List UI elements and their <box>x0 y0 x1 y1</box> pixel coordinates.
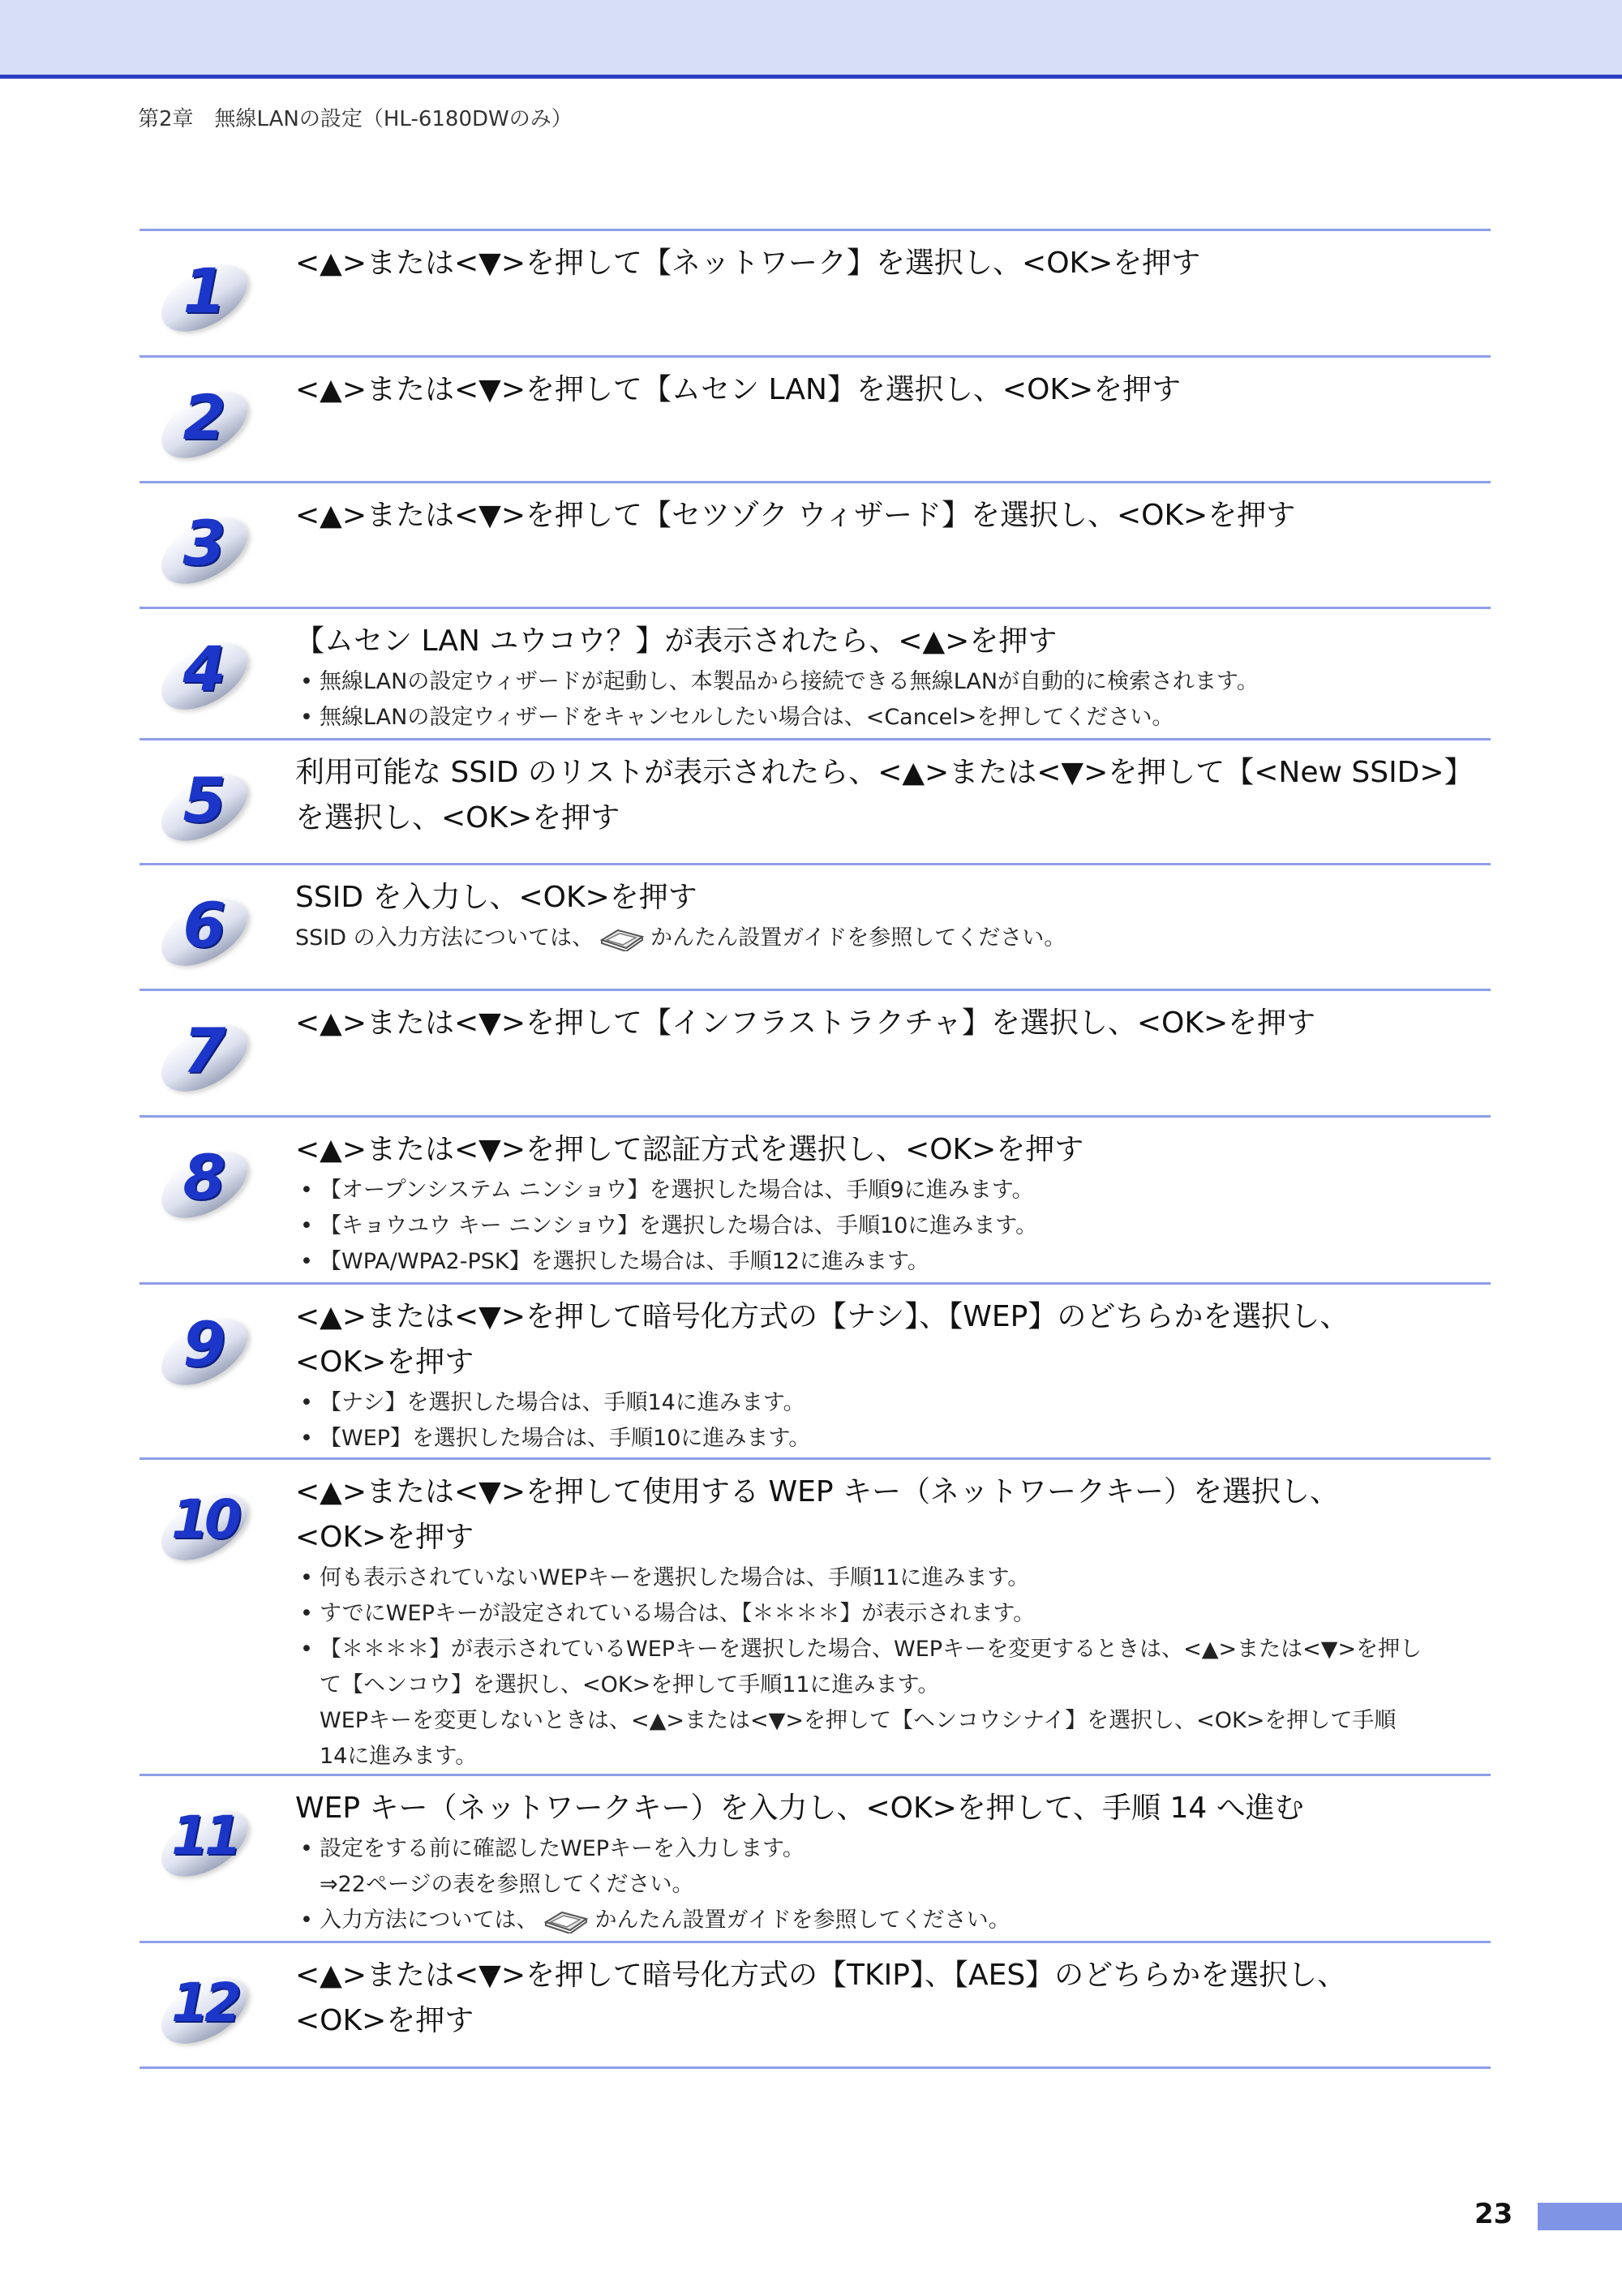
chapter-title: 第2章 無線LANの設定（HL-6180DWのみ） <box>138 107 573 131</box>
step-1 <box>139 229 1491 355</box>
step-bullet: • 【オープンシステム ニンショウ】を選択した場合は、手順9に進みます。 <box>295 1173 1484 1208</box>
step-number-badge: 2 <box>157 380 251 461</box>
step-number-badge: 8 <box>157 1140 251 1221</box>
step-bullet: • 無線LANの設定ウィザードが起動し、本製品から接続できる無線LANが自動的に検索されます。 <box>295 664 1484 700</box>
step-title: 利用可能な SSID のリストが表示されたら、<▲>または<▼>を押して【<New SSID>】 <box>295 756 1474 789</box>
step-number-badge: 5 <box>157 763 251 844</box>
step-number-badge: 3 <box>157 506 251 587</box>
guide-book-icon <box>543 1909 590 1933</box>
step-title-line2: を選択し、<OK>を押す <box>295 801 620 835</box>
header-band <box>0 0 1622 75</box>
page-number-bar <box>1538 2203 1622 2230</box>
step-10 <box>139 1457 1491 1774</box>
step-title: <▲>または<▼>を押して【ネットワーク】を選択し、<OK>を押す <box>295 247 1201 280</box>
step-title: WEP キー（ネットワークキー）を入力し、<OK>を押して、手順 14 へ進む <box>295 1792 1304 1825</box>
step-title: <▲>または<▼>を押して使用する WEP キー（ネットワークキー）を選択し、 <box>295 1475 1339 1508</box>
step-bullet-continued: て【ヘンコウ】を選択し、<OK>を押して手順11に進みます。 <box>320 1672 940 1697</box>
guide-book-icon <box>599 927 646 951</box>
step-12 <box>139 1941 1491 2069</box>
step-number-badge: 9 <box>157 1307 251 1388</box>
step-title: <▲>または<▼>を押して【インフラストラクチャ】を選択し、<OK>を押す <box>295 1006 1316 1040</box>
step-number-badge: 1 <box>157 254 251 335</box>
step-bullet: • すでにWEPキーが設定されている場合は、【＊＊＊＊】が表示されます。 <box>295 1596 1484 1632</box>
step-number-badge: 11 <box>157 1799 251 1880</box>
step-8 <box>139 1115 1491 1282</box>
steps-list <box>139 229 1491 2069</box>
step-bullet: • 【ナシ】を選択した場合は、手順14に進みます。 <box>295 1385 1484 1421</box>
step-bullet: • 入力方法については、 かんたん設置ガイドを参照してください。 <box>295 1903 1484 1938</box>
step-note: SSID の入力方法については、 かんたん設置ガイドを参照してください。 <box>295 925 1066 951</box>
step-title: <▲>または<▼>を押して暗号化方式の【TKIP】、【AES】のどちらかを選択し、 <box>295 1959 1347 1992</box>
step-bullet: • 【＊＊＊＊】が表示されているWEPキーを選択した場合、WEPキーを変更するときは、<▲>または<▼>を押し <box>295 1632 1484 1667</box>
step-number-badge: 4 <box>157 632 251 713</box>
step-4 <box>139 607 1491 738</box>
step-bullet: • 【WEP】を選択した場合は、手順10に進みます。 <box>295 1421 1484 1457</box>
step-bullet: • 【WPA/WPA2-PSK】を選択した場合は、手順12に進みます。 <box>295 1244 1484 1280</box>
step-6 <box>139 863 1491 989</box>
step-title-line2: <OK>を押す <box>295 1521 474 1554</box>
step-number-badge: 10 <box>157 1483 251 1564</box>
step-title: <▲>または<▼>を押して【ムセン LAN】を選択し、<OK>を押す <box>295 373 1182 406</box>
step-5 <box>139 738 1491 863</box>
page-number: 23 <box>1474 2198 1513 2230</box>
step-bullet: • 設定をする前に確認したWEPキーを入力します。 <box>295 1831 1484 1867</box>
step-number-badge: 6 <box>157 888 251 969</box>
step-bullet: • 無線LANの設定ウィザードをキャンセルしたい場合は、<Cancel>を押してください。 <box>295 700 1484 736</box>
step-bullet-continued: 14に進みます。 <box>320 1744 478 1769</box>
step-2 <box>139 355 1491 481</box>
step-title: <▲>または<▼>を押して認証方式を選択し、<OK>を押す <box>295 1133 1084 1166</box>
step-number-badge: 12 <box>157 1966 251 2047</box>
step-title-line2: <OK>を押す <box>295 1345 474 1379</box>
step-11 <box>139 1774 1491 1941</box>
step-title-line2: <OK>を押す <box>295 2004 474 2037</box>
step-title: SSID を入力し、<OK>を押す <box>295 881 697 914</box>
step-title: 【ムセン LAN ユウコウ？】が表示されたら、<▲>を押す <box>295 624 1058 658</box>
step-bullet-continued: ⇒22ページの表を参照してください。 <box>320 1872 694 1897</box>
step-bullet-continued: WEPキーを変更しないときは、<▲>または<▼>を押して【ヘンコウシナイ】を選択し、<OK>を押して手順 <box>320 1708 1397 1733</box>
step-bullet: • 何も表示されていないWEPキーを選択した場合は、手順11に進みます。 <box>295 1560 1484 1596</box>
step-3 <box>139 481 1491 607</box>
step-9 <box>139 1282 1491 1457</box>
step-7 <box>139 989 1491 1115</box>
step-title: <▲>または<▼>を押して【セツゾク ウィザード】を選択し、<OK>を押す <box>295 499 1296 532</box>
header-rule <box>0 75 1622 79</box>
step-bullet: • 【キョウユウ キー ニンショウ】を選択した場合は、手順10に進みます。 <box>295 1208 1484 1244</box>
step-title: <▲>または<▼>を押して暗号化方式の【ナシ】、【WEP】のどちらかを選択し、 <box>295 1300 1350 1333</box>
step-number-badge: 7 <box>157 1014 251 1095</box>
